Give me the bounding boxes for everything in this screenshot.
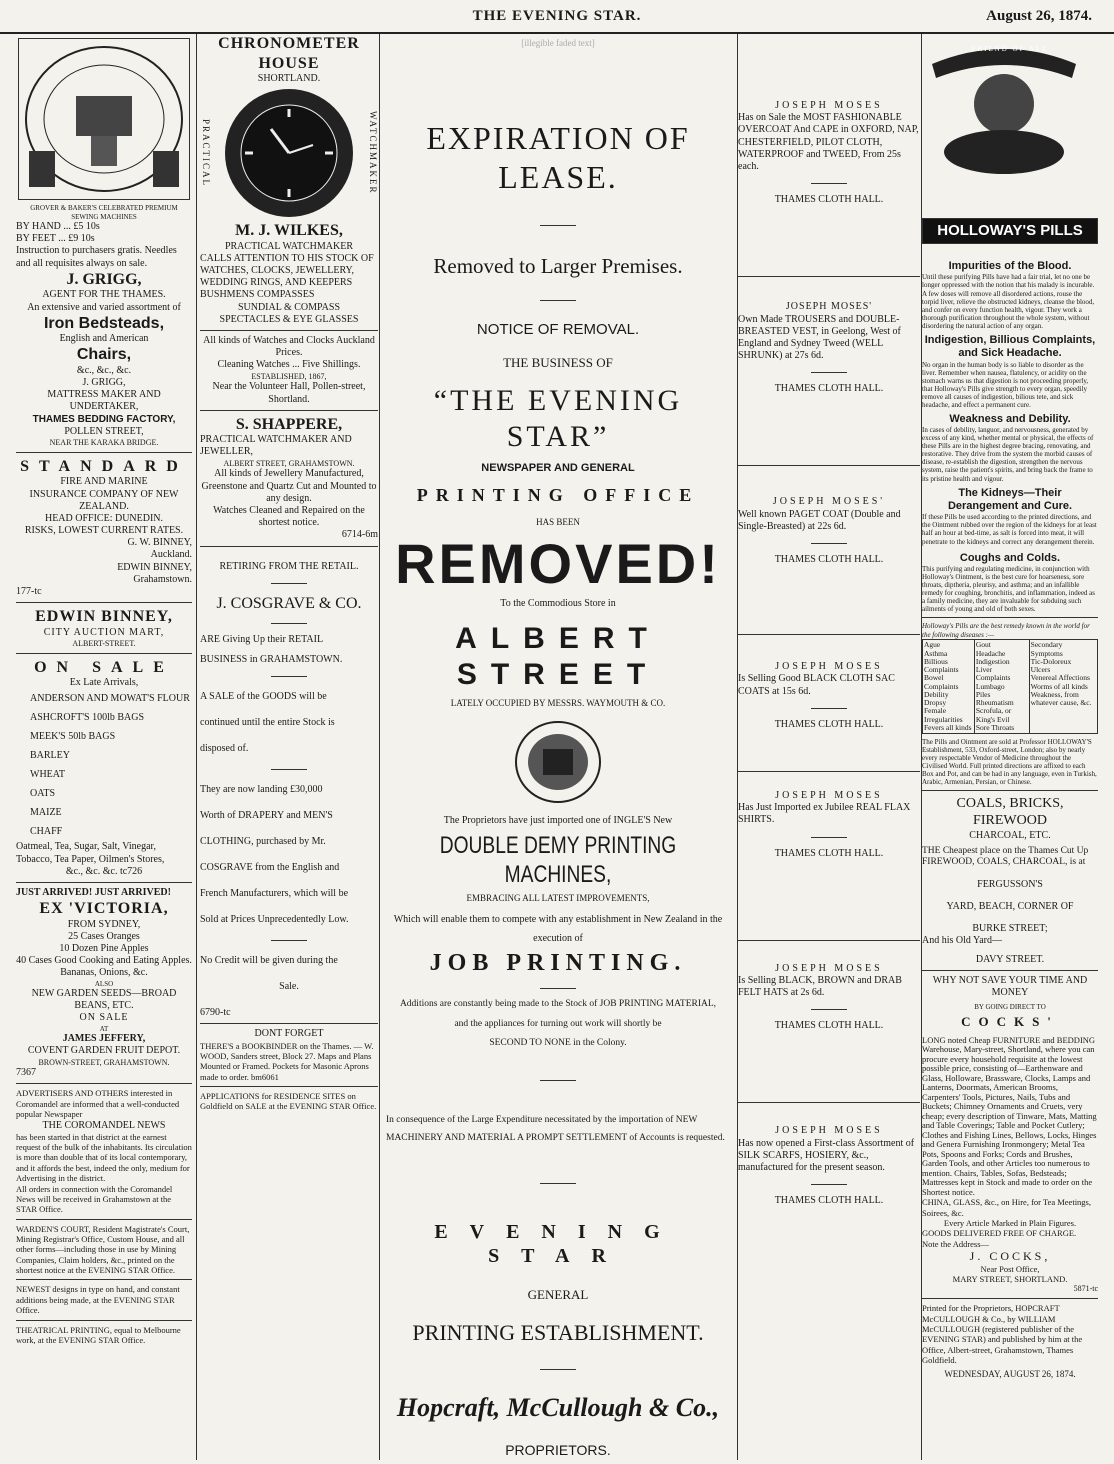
disease-item: Piles bbox=[975, 689, 991, 699]
column-rule bbox=[196, 34, 197, 1460]
short-divider bbox=[271, 676, 307, 677]
holloways-pills-banner: HOLLOWAY'S PILLS bbox=[922, 218, 1098, 244]
head-office: HEAD OFFICE: DUNEDIN. bbox=[44, 512, 164, 524]
crest-icon bbox=[513, 719, 603, 805]
coromandel-orders: All orders in connection with the Coromandel News will be received in Grahamstown at the STAR Office. bbox=[16, 1183, 173, 1215]
practical-vertical: PRACTICAL bbox=[200, 119, 211, 188]
hopcraft-mccullough: Hopcraft, McCullough & Co., bbox=[396, 1393, 720, 1423]
moses-name: JOSEPH MOSES bbox=[775, 100, 883, 111]
sewing-machine-logo-icon bbox=[18, 38, 190, 200]
additions-text: Additions are constantly being made to the Stock of JOB PRINTING MATERIAL, bbox=[399, 998, 717, 1009]
disease-item: Secondary Symptoms bbox=[1030, 640, 1063, 658]
city-auction-mart: CITY AUCTION MART, bbox=[43, 626, 165, 638]
divider bbox=[922, 970, 1098, 971]
divider bbox=[738, 771, 920, 772]
short-divider bbox=[811, 708, 847, 709]
cosgrave-line: No Credit will be given during the bbox=[200, 955, 338, 967]
cosgrave-line: CLOTHING, purchased by Mr. bbox=[200, 836, 326, 848]
watches-clocks: All kinds of Watches and Clocks Auckland Prices. bbox=[203, 335, 375, 359]
practical-watchmaker: PRACTICAL WATCHMAKER bbox=[224, 240, 354, 252]
albert-street: ALBERT-STREET. bbox=[72, 638, 136, 648]
thames-cloth-hall: THAMES CLOTH HALL. bbox=[774, 194, 884, 206]
divider bbox=[16, 882, 192, 883]
bedding-factory: THAMES BEDDING FACTORY, bbox=[32, 413, 176, 425]
divider bbox=[738, 465, 920, 466]
lately-occupied: LATELY OCCUPIED BY MESSRS. WAYMOUTH & CO. bbox=[450, 697, 666, 708]
execution-of: execution of bbox=[533, 932, 583, 944]
edwin-binney: EDWIN BINNEY, bbox=[117, 561, 192, 573]
garden-seeds: NEW GARDEN SEEDS—BROAD BEANS, ETC. bbox=[31, 988, 177, 1012]
short-divider bbox=[540, 1080, 576, 1081]
cosgrave-line: Worth of DRAPERY and MEN'S bbox=[200, 810, 333, 822]
etc-ref: &c., &c. &c. tc726 bbox=[65, 865, 143, 877]
removed-larger-premises: Removed to Larger Premises. bbox=[433, 254, 683, 279]
coughs-text: This purifying and regulating medicine, in conjunction with Holloway's Ointment, is the best cure for hoarseness, sore throats, diptheria, pleurisy, and asthma; and an infallible remedy for coughing, bronchitis, and inflammation, indeed as a family medicine, they are invaluable for subduing such ailments of young and old of both sexes. bbox=[922, 564, 1096, 614]
disease-item: Ague bbox=[924, 640, 941, 650]
divider bbox=[16, 1279, 192, 1280]
column-1 bbox=[16, 34, 192, 1460]
general-text: GENERAL bbox=[527, 1286, 589, 1302]
ad-ref: 7367 bbox=[16, 1067, 36, 1079]
imprint-date: WEDNESDAY, AUGUST 26, 1874. bbox=[944, 1369, 1076, 1380]
divider bbox=[922, 617, 1098, 618]
divider bbox=[922, 1298, 1098, 1299]
moses-body: Is Selling BLACK, BROWN and DRAB FELT HATS at 2s 6d. bbox=[738, 974, 902, 999]
divider bbox=[16, 452, 192, 453]
goods-item: ASHCROFT'S 100lb BAGS bbox=[30, 712, 145, 724]
goods-delivered: GOODS DELIVERED FREE OF CHARGE. bbox=[922, 1228, 1077, 1239]
etc-text: &c., &c., &c. bbox=[76, 364, 132, 376]
chronometer-house: CHRONOMETER HOUSE bbox=[218, 35, 360, 72]
thames-cloth-hall: THAMES CLOTH HALL. bbox=[774, 383, 884, 395]
iron-bedsteads: Iron Bedsteads, bbox=[43, 314, 165, 332]
cocks-heading: COCKS' bbox=[961, 1013, 1059, 1029]
divider bbox=[16, 1320, 192, 1321]
watchmaker-vertical: WATCHMAKER bbox=[368, 111, 378, 195]
mary-street: MARY STREET, SHORTLAND. bbox=[952, 1274, 1068, 1285]
bookbinder-ad: THERE'S a BOOKBINDER on the Thames. — W. WOOD, Sanders street, Block 27. Maps and Plans Mounted or Framed. Pockets for Masonic Aprons made to order. bm6061 bbox=[200, 1040, 374, 1082]
bushmens-compasses: BUSHMENS COMPASSES bbox=[200, 289, 315, 301]
job-printing: JOB PRINTING. bbox=[429, 949, 687, 976]
disease-item: Sore Throats bbox=[975, 722, 1015, 732]
cosgrave-line: They are now landing £30,000 bbox=[200, 784, 323, 796]
disease-item: Dropsy bbox=[924, 698, 947, 708]
pollen-street: POLLEN STREET, bbox=[64, 425, 144, 437]
diseases-col bbox=[923, 640, 975, 734]
moses-ad bbox=[738, 301, 920, 395]
on-sale-heading: ON SALE bbox=[34, 658, 174, 676]
also-text: ALSO bbox=[94, 979, 114, 988]
moses-body: Has Just Imported ex Jubilee REAL FLAX SHIRTS. bbox=[738, 802, 911, 826]
goods-item: MAIZE bbox=[30, 807, 62, 819]
clock-icon bbox=[221, 85, 357, 221]
disease-item: Debility bbox=[924, 689, 949, 699]
ad-ref: 5871-tc bbox=[1073, 1284, 1098, 1294]
goods-item: BARLEY bbox=[30, 750, 70, 762]
goods-item: WHEAT bbox=[30, 769, 65, 781]
moses-body: Is Selling Good BLACK CLOTH SAC COATS at 15s 6d. bbox=[738, 673, 895, 697]
just-arrived: JUST ARRIVED! JUST ARRIVED! bbox=[16, 886, 171, 898]
cheapest-place: THE Cheapest place on the Thames Cut Up FIREWOOD, COALS, CHARCOAL, is at bbox=[922, 845, 1089, 868]
goods-item: ANDERSON AND MOWAT'S FLOUR bbox=[30, 693, 190, 705]
printing-establishment: PRINTING ESTABLISHMENT. bbox=[412, 1320, 704, 1346]
shortland: SHORTLAND. bbox=[257, 73, 321, 85]
compete-text: Which will enable them to compete with any establishment in New Zealand in the bbox=[393, 914, 723, 926]
albert-street-grahamstown: ALBERT STREET, GRAHAMSTOWN. bbox=[223, 458, 355, 468]
thames-cloth-hall: THAMES CLOTH HALL. bbox=[774, 718, 884, 730]
english-american: English and American bbox=[59, 333, 149, 345]
divider bbox=[200, 1086, 378, 1087]
divider bbox=[738, 634, 920, 635]
moses-ad bbox=[738, 661, 920, 731]
cosgrave-name: J. COSGRAVE & CO. bbox=[216, 594, 362, 612]
price-hand: BY HAND ... £5 10s bbox=[16, 221, 100, 233]
divider bbox=[16, 602, 192, 603]
weakness-text: In cases of debility, languor, and nervousness, generated by excess of any kind, whether mental or physical, the effects of these Pills are in the highest degree bracing, renovating, and restorative. They drive from the system the morbid causes of disease, re-establish the digestion, strengthen the nervous system, raise the patient's spirits, and bring back the frame to its pristine health and vigour. bbox=[922, 426, 1094, 483]
cosgrave-line: Sold at Prices Unprecedentedly Low. bbox=[200, 914, 349, 926]
moses-ad bbox=[738, 100, 920, 206]
divider bbox=[200, 1023, 378, 1024]
cosgrave-line: disposed of. bbox=[200, 743, 249, 755]
removed-heading: REMOVED! bbox=[395, 532, 721, 596]
divider bbox=[738, 276, 920, 277]
jewellery-text: All kinds of Jewellery Manufactured, Greenstone and Quartz Cut and Mounted to any design. bbox=[201, 468, 377, 504]
ad-ref: 177-tc bbox=[16, 586, 42, 597]
newspaper-title: THE EVENING STAR. bbox=[472, 8, 642, 24]
groceries-text: Oatmeal, Tea, Sugar, Salt, Vinegar, Tobacco, Tea Paper, Oilmen's Stores, bbox=[16, 841, 165, 865]
column-5 bbox=[922, 34, 1098, 1460]
moses-body: Has on Sale the MOST FASHIONABLE OVERCOAT And CAPE in OXFORD, NAP, CHESTERFIELD, PILOT CLOTH, WATERPROOF and TWEED, From 25s each. bbox=[738, 112, 919, 172]
newspaper-general: NEWSPAPER AND GENERAL bbox=[481, 461, 635, 474]
divider bbox=[738, 1102, 920, 1103]
issue-date: August 26, 1874. bbox=[986, 8, 1092, 24]
thames-cloth-hall: THAMES CLOTH HALL. bbox=[774, 847, 884, 859]
moses-body: Well known PAGET COAT (Double and Single-Breasted) at 22s 6d. bbox=[738, 508, 901, 532]
davy-street: DAVY STREET. bbox=[975, 953, 1045, 965]
disease-item: Worms of all kinds bbox=[1030, 681, 1088, 691]
friend-of-all-banner: FRIEND OF ALL bbox=[971, 45, 1049, 54]
disease-item: Billious Complaints bbox=[924, 656, 959, 675]
short-divider bbox=[271, 940, 307, 941]
coughs-heading: Coughs and Colds. bbox=[959, 551, 1061, 564]
near-volunteer-hall: Near the Volunteer Hall, Pollen-street, Shortland. bbox=[212, 381, 366, 405]
double-demy-machines: DOUBLE DEMY PRINTING MACHINES, bbox=[439, 831, 677, 889]
short-divider bbox=[271, 583, 307, 584]
disease-item: Female Irregularities bbox=[924, 706, 963, 724]
spectacles: SPECTACLES & EYE GLASSES bbox=[219, 313, 359, 325]
mattress-maker: MATTRESS MAKER AND UNDERTAKER, bbox=[47, 389, 161, 413]
chairs: Chairs, bbox=[76, 346, 132, 364]
yard-beach: YARD, BEACH, CORNER OF bbox=[946, 901, 1074, 913]
proprietors: PROPRIETORS. bbox=[505, 1442, 611, 1458]
remedy-text: Holloway's Pills are the best remedy known in the world for the following diseases :— bbox=[922, 622, 1090, 639]
grigg-name: J. GRIGG, bbox=[66, 270, 142, 288]
expiration-of-lease: EXPIRATION OF LEASE. bbox=[426, 119, 690, 195]
consequence-text: In consequence of the Large Expenditure necessitated by the importation of NEW MACHINERY AND MATERIAL A PROMPT SETTLEMENT of Accounts is requested. bbox=[386, 1114, 725, 1143]
column-2 bbox=[200, 34, 378, 1460]
calls-attention: CALLS ATTENTION TO HIS STOCK OF WATCHES, CLOCKS, JEWELLERY, WEDDING RINGS, AND KEEPERS bbox=[200, 252, 374, 289]
disease-item: Weakness, from whatever cause, &c. bbox=[1030, 689, 1092, 708]
plain-figures: Every Article Marked in Plain Figures. bbox=[943, 1218, 1077, 1229]
albert-street-heading: ALBERT STREET bbox=[455, 621, 661, 692]
moses-ad bbox=[738, 790, 920, 860]
short-divider bbox=[811, 1009, 847, 1010]
short-divider bbox=[271, 769, 307, 770]
short-divider bbox=[811, 543, 847, 544]
burke-street: BURKE STREET; bbox=[972, 923, 1048, 935]
from-sydney: FROM SYDNEY, bbox=[67, 918, 141, 930]
moses-name: JOSEPH MOSES bbox=[775, 789, 883, 801]
short-divider bbox=[271, 623, 307, 624]
moses-name: JOSEPH MOSES bbox=[775, 661, 883, 673]
indigestion-text: No organ in the human body is so liable to disorder as the liver. Remember when nausea, flatulency, or acidity on the stomach warns us that digestion is not proceeding properly, that Holloway's Pills give strength to every organ, speedily remove all causes of indigestion, bilious tete, and sick headache, and effect a permanent cure. bbox=[922, 360, 1089, 409]
fruit-item: Bananas, Onions, &c. bbox=[60, 967, 148, 979]
price-feet: BY FEET ... £9 10s bbox=[16, 233, 95, 245]
cosgrave-line: Sale. bbox=[279, 981, 299, 993]
goods-item: OATS bbox=[30, 788, 56, 800]
moses-ad bbox=[738, 496, 920, 566]
shappere-name: S. SHAPPERE, bbox=[235, 415, 343, 433]
fruit-depot: COVENT GARDEN FRUIT DEPOT. bbox=[27, 1045, 181, 1057]
old-yard: And his Old Yard— bbox=[922, 935, 1003, 947]
coals-bricks-firewood: COALS, BRICKS, FIREWOOD bbox=[956, 796, 1064, 829]
impurities-heading: Impurities of the Blood. bbox=[948, 260, 1072, 273]
commodious-store: To the Commodious Store in bbox=[500, 598, 616, 610]
proprietors-imported: The Proprietors have just imported one of INGLE'S New bbox=[443, 814, 673, 826]
divider bbox=[922, 790, 1098, 791]
grahamstown: Grahamstown. bbox=[133, 573, 192, 585]
embracing-improvements: EMBRACING ALL LATEST IMPROVEMENTS, bbox=[466, 893, 650, 904]
watches-cleaned: Watches Cleaned and Repaired on the shortest notice. bbox=[213, 504, 365, 529]
moses-ad bbox=[738, 1125, 920, 1207]
business-of: THE BUSINESS OF bbox=[503, 354, 613, 370]
risks-text: RISKS, LOWEST CURRENT RATES. bbox=[24, 525, 184, 537]
column-4 bbox=[738, 34, 920, 1460]
short-divider bbox=[540, 300, 576, 301]
thames-cloth-hall: THAMES CLOTH HALL. bbox=[774, 1020, 884, 1032]
ex-late-arrivals: Ex Late Arrivals, bbox=[69, 677, 139, 689]
divider bbox=[16, 1083, 192, 1084]
moses-name: JOSEPH MOSES' bbox=[785, 301, 873, 313]
disease-item: Venereal Affections bbox=[1030, 673, 1090, 683]
applications-ad: APPLICATIONS for RESIDENCE SITES on Goldfield on SALE at the EVENING STAR Office. bbox=[200, 1091, 377, 1112]
standard-heading: STANDARD bbox=[20, 457, 188, 475]
grigg-name-2: J. GRIGG, bbox=[82, 377, 126, 389]
warden-court-ad: WARDEN'S COURT, Resident Magistrate's Court, Mining Registrar's Office, Custom House, and all other forms—including those in use by Mining Companies, Claim holders, &c., printed on the shortest notice at the EVENING STAR Office. bbox=[16, 1223, 190, 1276]
theatrical-printing-ad: THEATRICAL PRINTING, equal to Melbourne work, at the EVENING STAR Office. bbox=[16, 1324, 181, 1345]
agent-text: AGENT FOR THE THAMES. bbox=[42, 289, 166, 301]
wilkes-name: M. J. WILKES, bbox=[235, 222, 343, 240]
near-post-office: Near Post Office, bbox=[980, 1263, 1040, 1274]
j-cocks: J. COCKS, bbox=[969, 1249, 1051, 1264]
assortment-text: An extensive and varied assortment of bbox=[27, 301, 181, 313]
short-divider bbox=[540, 1183, 576, 1184]
fire-marine: FIRE AND MARINE bbox=[60, 476, 148, 488]
printer-imprint: Printed for the Proprietors, HOPCRAFT McCULLOUGH & Co., by WILLIAM McCULLOUGH (registered publisher of the EVENING STAR) and published by him at the Office, Albert-street, Grahamstown, Thames Goldfield. bbox=[922, 1303, 1083, 1366]
kidneys-text: If these Pills be used according to the printed directions, and the Ointment rubbed over the region of the kidneys for at least half an hour at bed-time, as salt is forced into meat, it will penetrate to the kidneys and correct any derangement therein. bbox=[922, 513, 1097, 546]
established: ESTABLISHED, 1867, bbox=[251, 371, 327, 381]
china-glass: CHINA, GLASS, &c., on Hire, for Tea Meetings, Soirees, &c. bbox=[922, 1197, 1091, 1218]
gw-binney: G. W. BINNEY, bbox=[127, 537, 192, 549]
practical-watchmaker-jeweller: PRACTICAL WATCHMAKER AND JEWELLER, bbox=[200, 434, 352, 458]
second-to-none: SECOND TO NONE in the Colony. bbox=[489, 1038, 627, 1049]
dont-forget: DONT FORGET bbox=[254, 1028, 324, 1040]
disease-item: Lumbago bbox=[975, 681, 1005, 691]
cosgrave-line: French Manufacturers, which will be bbox=[200, 888, 349, 900]
disease-item: Rheumatism bbox=[975, 698, 1014, 708]
short-divider bbox=[811, 183, 847, 184]
cocks-furniture-text: LONG noted Cheap FURNITURE and BEDDING Warehouse, Mary-street, Shortland, where you can procure every household requisite at the lowest possible price, consisting of—Earthenware and Glass, Holloware, Brassware, Clocks, Lamps and Lanterns, Doormats, American Brooms, Carpenters' Tools, Pictures, Nails, Tubs and Buckets; Chimney Ornaments and Cruets, very cheap; every description of Tinware, Mats, Matting and Table Coverings; Table and Pocket Cutlery; Clothes and Fishing Lines, Bellows, Locks, Hinges and Genera Furnishing Ironmongery; Metal Tea Pots, Spoons and Forks; Cords and Brushes, Garden Tools, and other Articles too numerous to mention. Chairs, Tables, Sofas, Bedsteads; Mattresses kept in Stock and made to order on the Shortest notice. bbox=[922, 1034, 1097, 1197]
indigestion-heading: Indigestion, Billious Complaints, and Sick Headache. bbox=[924, 333, 1096, 360]
cleaning-watches: Cleaning Watches ... Five Shillings. bbox=[217, 359, 361, 371]
moses-body: Has now opened a First-class Assortment of SILK SCARFS, HOSIERY, &c., manufactured for the present season. bbox=[738, 1137, 915, 1173]
on-sale-2: ON SALE bbox=[79, 1012, 129, 1024]
short-divider bbox=[811, 837, 847, 838]
disease-item: Headache bbox=[975, 648, 1006, 658]
pills-sold-text: The Pills and Ointment are sold at Professor HOLLOWAY'S Establishment, 533, Oxford-street, London; also by nearly every respectable Vendor of Medicine throughout the Civilised World. Full printed directions are affixed to each Box and Pot, and can be had in any language, even in Turkish, Arabic, Armenian, Persian, or Chinese. bbox=[922, 738, 1097, 787]
divider bbox=[200, 410, 378, 411]
auckland: Auckland. bbox=[150, 549, 192, 561]
moses-name: JOSEPH MOSES bbox=[775, 1125, 883, 1137]
cosgrave-line: continued until the entire Stock is bbox=[200, 717, 335, 729]
moses-name: JOSEPH MOSES bbox=[775, 962, 883, 974]
ad-ref: 6714-6m bbox=[341, 529, 378, 541]
diseases-col bbox=[1029, 640, 1097, 734]
faded-text: [illegible faded text] bbox=[521, 38, 595, 48]
disease-item: Ulcers bbox=[1030, 665, 1051, 675]
james-jeffery: JAMES JEFFERY, bbox=[62, 1033, 146, 1045]
cosgrave-line: ARE Giving Up their RETAIL bbox=[200, 634, 324, 646]
has-been: HAS BEEN bbox=[536, 517, 580, 528]
disease-item: Scrofula, or King's Evil bbox=[975, 706, 1012, 724]
diseases-col bbox=[974, 640, 1029, 734]
impurities-text: Until these purifying Pills have had a fair trial, let no one be longer oppressed with the notion that his malady is incurable. A few doses will remove all disordered actions, rouse the torpid liver, relieve the obstructed kidneys, cleanse the blood, and confer on every function health, vigour. They work a thorough purification throughout the whole system, without disordering the natural action of any organ. bbox=[922, 273, 1095, 330]
insurance-company: INSURANCE COMPANY OF NEW ZEALAND. bbox=[29, 488, 179, 512]
divider bbox=[738, 940, 920, 941]
notice-of-removal: NOTICE OF REMOVAL. bbox=[476, 320, 640, 338]
moses-body: Own Made TROUSERS and DOUBLE-BREASTED VEST, in Geelong, West of England and Sydney Tweed (WELL SHRUNK) at 27s 6d. bbox=[738, 313, 901, 362]
disease-item: Tic-Doloreux bbox=[1030, 656, 1072, 666]
brown-street: BROWN-STREET, GRAHAMSTOWN. bbox=[38, 1057, 170, 1067]
masthead bbox=[0, 0, 1114, 34]
holloway-crest-icon bbox=[922, 34, 1086, 219]
ad-ref: 6790-tc bbox=[200, 1007, 231, 1019]
disease-item: Gout bbox=[975, 640, 991, 650]
printing-office: PRINTING OFFICE bbox=[416, 485, 700, 506]
going-direct: BY GOING DIRECT TO bbox=[974, 1003, 1046, 1012]
diseases-table bbox=[922, 639, 1098, 734]
karaka-bridge: NEAR THE KARAKA BRIDGE. bbox=[49, 438, 159, 448]
disease-item: Asthma bbox=[924, 648, 948, 658]
divider bbox=[16, 653, 192, 654]
short-divider bbox=[811, 1184, 847, 1185]
moses-name: JOSEPH MOSES' bbox=[772, 496, 886, 508]
sundial-compass: SUNDIAL & COMPASS bbox=[237, 301, 341, 313]
instruction-text: Instruction to purchasers gratis. Needles and all requisites always on sale. bbox=[16, 245, 177, 269]
charcoal-etc: CHARCOAL, ETC. bbox=[969, 829, 1051, 841]
goods-item: MEEK'S 50lb BAGS bbox=[30, 731, 116, 743]
thames-cloth-hall: THAMES CLOTH HALL. bbox=[774, 554, 884, 565]
coromandel-text: has been started in that district at the earnest request of the bulk of the inhabitants. Its circulation is more than double that of its local contemporary, and it affords the best, indeed the only, medium for Advertising in the district. bbox=[16, 1131, 192, 1184]
short-divider bbox=[540, 1369, 576, 1370]
short-divider bbox=[811, 372, 847, 373]
grover-logo-text: GROVER & BAKER'S CELEBRATED PREMIUM SEWING MACHINES bbox=[30, 204, 178, 221]
disease-item: Indigestion bbox=[975, 656, 1010, 666]
fruit-item: 10 Dozen Pine Apples bbox=[59, 942, 149, 954]
fergussons: FERGUSSON'S bbox=[977, 878, 1043, 890]
newest-designs-ad: NEWEST designs in type on hand, and constant additions being made, at the EVENING STAR Office. bbox=[16, 1284, 180, 1316]
thames-cloth-hall: THAMES CLOTH HALL. bbox=[774, 1195, 884, 1207]
coromandel-news: THE COROMANDEL NEWS bbox=[42, 1119, 166, 1131]
disease-item: Bowel Complaints bbox=[924, 673, 959, 691]
disease-item: Liver Complaints bbox=[975, 665, 1011, 683]
edwin-binney-heading: EDWIN BINNEY, bbox=[35, 608, 173, 626]
divider bbox=[200, 546, 378, 547]
short-divider bbox=[540, 225, 576, 226]
goods-item: CHAFF bbox=[30, 826, 63, 838]
cosgrave-line: A SALE of the GOODS will be bbox=[200, 691, 327, 703]
kidneys-heading: The Kidneys—Their Derangement and Cure. bbox=[947, 486, 1073, 512]
fruit-item: 25 Cases Oranges bbox=[68, 930, 140, 942]
retiring-retail: RETIRING FROM THE RETAIL. bbox=[219, 560, 359, 572]
fruit-item: 40 Cases Good Cooking and Eating Apples. bbox=[16, 955, 192, 967]
column-3 bbox=[380, 34, 736, 1460]
divider bbox=[200, 330, 378, 331]
evening-star-title: “THE EVENING STAR” bbox=[433, 383, 683, 454]
ex-victoria: EX 'VICTORIA, bbox=[39, 900, 169, 918]
divider bbox=[16, 1219, 192, 1220]
weakness-heading: Weakness and Debility. bbox=[949, 412, 1071, 425]
short-divider bbox=[540, 988, 576, 989]
cosgrave-line: COSGRAVE from the English and bbox=[200, 862, 340, 874]
disease-item: Fevers all kinds bbox=[924, 722, 972, 732]
at-text: AT bbox=[99, 1024, 109, 1033]
advertisers-text: ADVERTISERS AND OTHERS interested in Coromandel are informed that a well-conducted popular Newspaper bbox=[16, 1088, 180, 1120]
cosgrave-line: BUSINESS in GRAHAMSTOWN. bbox=[200, 654, 343, 666]
note-address: Note the Address— bbox=[922, 1238, 990, 1249]
evening-star-footer: EVENING STAR bbox=[434, 1220, 682, 1268]
appliances-text: and the appliances for turning out work will shortly be bbox=[454, 1018, 662, 1029]
why-not-save: WHY NOT SAVE YOUR TIME AND MONEY bbox=[932, 974, 1088, 998]
moses-ad bbox=[738, 963, 920, 1033]
